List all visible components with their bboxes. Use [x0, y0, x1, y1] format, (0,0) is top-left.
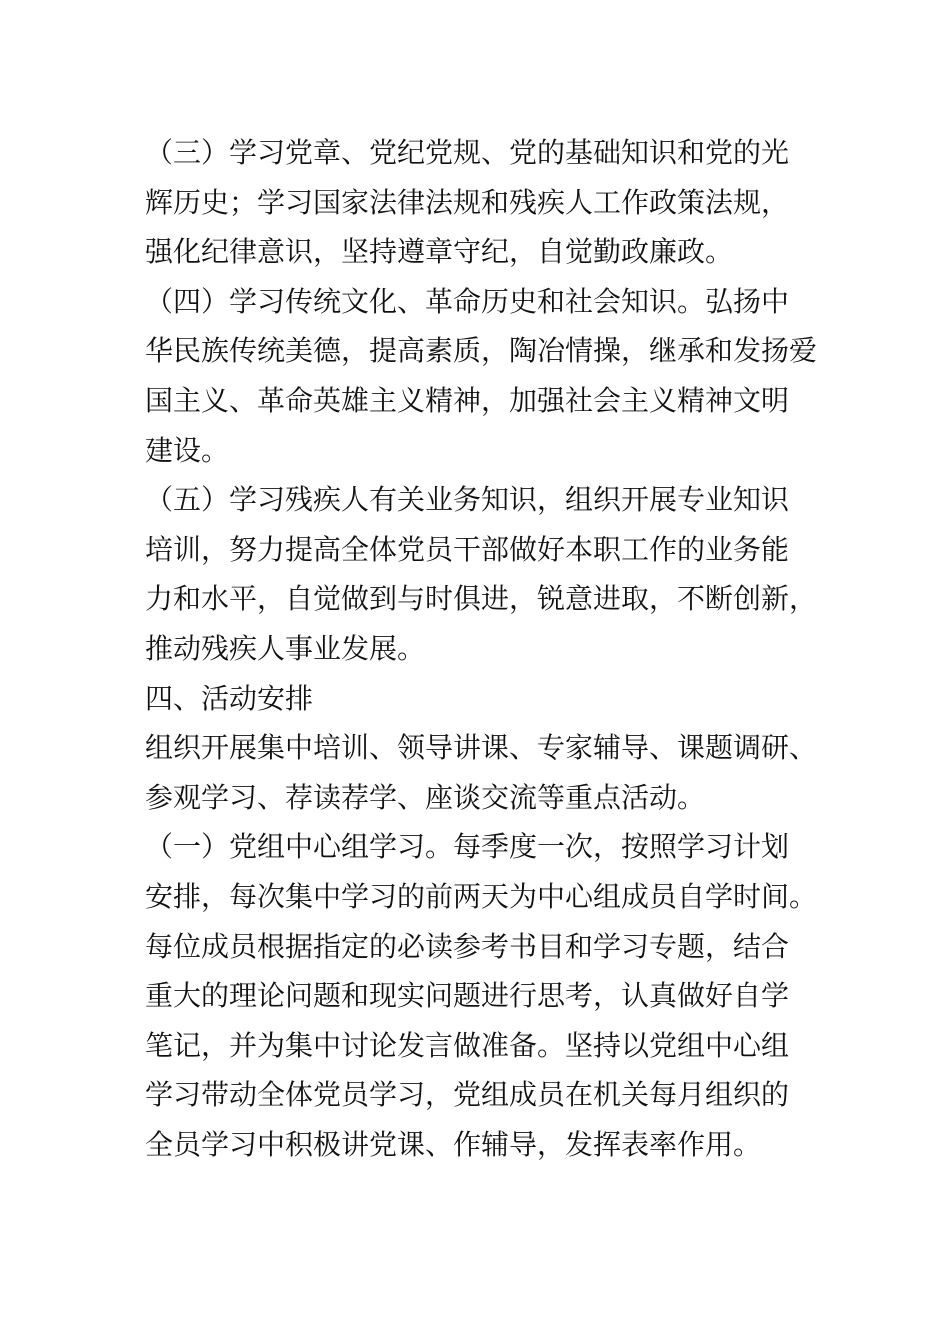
paragraph-activity-1: （一）党组中心组学习。每季度一次，按照学习计划 安排，每次集中学习的前两天为中心组成员自学时间。 每位成员根据指定的必读参考书目和学习专题，结合 重大的理论问题和现实问题进行思考，认真做好自学 笔记，并为集中讨论发言做准备。坚持以党组中心组 学习带动全体党员学习，党组成员在机关每月组织的 全员学习中积极讲党课、作辅导，发挥表率作用。 [145, 830, 818, 1161]
paragraph-section-5: （五）学习残疾人有关业务知识，组织开展专业知识 培训，努力提高全体党员干部做好本职工作的业务能 力和水平，自觉做到与时俱进，锐意进取，不断创新， 推动残疾人事业发展。 [145, 483, 818, 665]
document-page [145, 128, 825, 1169]
paragraph-activity-overview: 组织开展集中培训、领导讲课、专家辅导、课题调研、 参观学习、荐读荐学、座谈交流等重点活动。 [145, 731, 818, 814]
heading-activity-arrangement: 四、活动安排 [145, 681, 314, 715]
paragraph-section-3: （三）学习党章、党纪党规、党的基础知识和党的光 辉历史；学习国家法律法规和残疾人工作政策法规， 强化纪律意识，坚持遵章守纪，自觉勤政廉政。 [145, 136, 790, 269]
paragraph-section-4: （四）学习传统文化、革命历史和社会知识。弘扬中 华民族传统美德，提高素质，陶冶情操，继承和发扬爱 国主义、革命英雄主义精神，加强社会主义精神文明 建设。 [145, 284, 818, 467]
